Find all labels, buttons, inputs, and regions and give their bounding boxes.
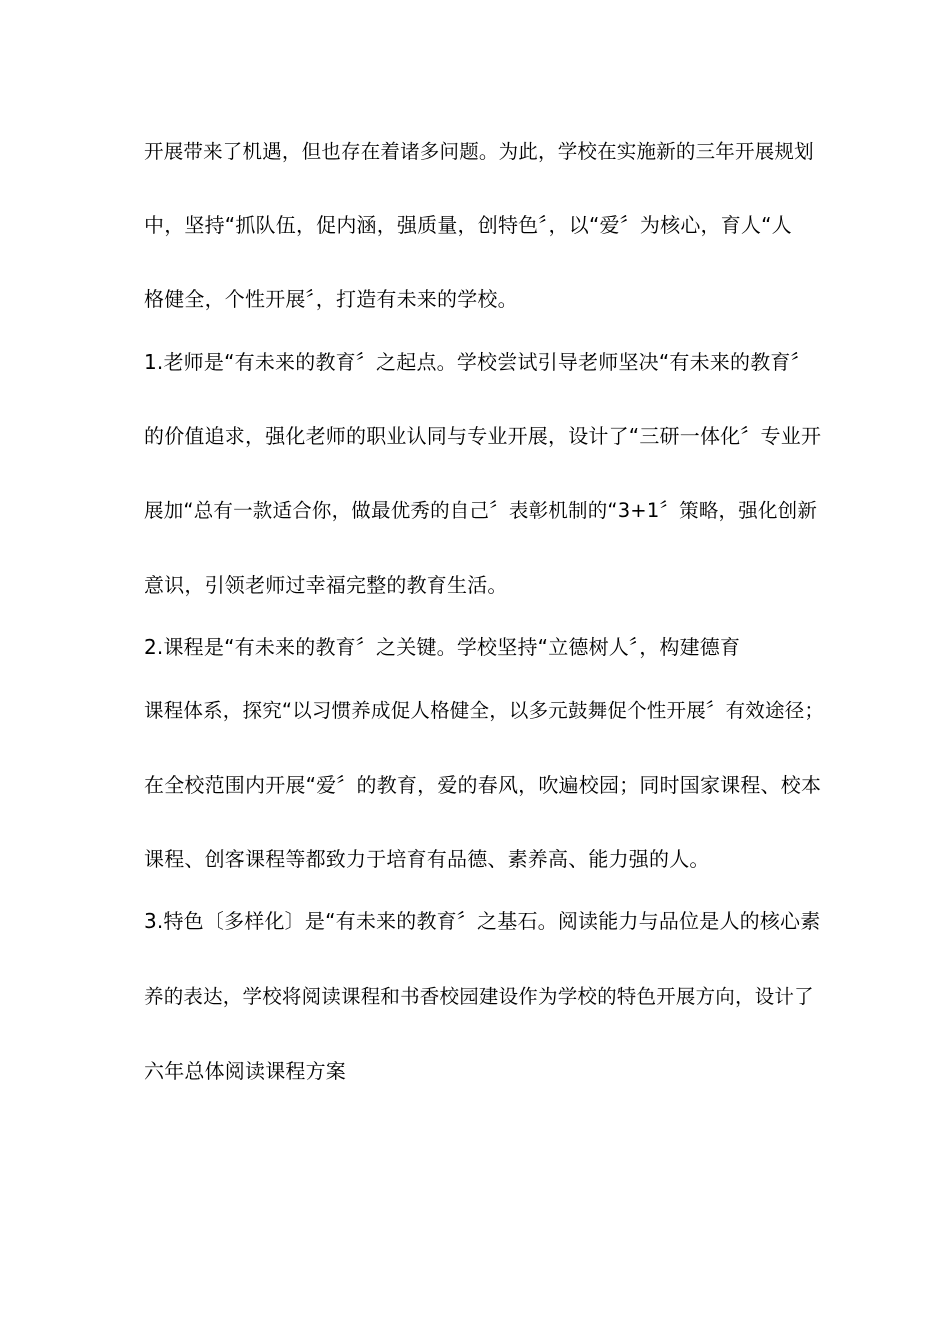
text-line: 格健全，个性开展〞，打造有未来的学校。 bbox=[144, 287, 518, 311]
text-line: 养的表达，学校将阅读课程和书香校园建设作为学校的特色开展方向，设计了 bbox=[144, 985, 814, 1008]
text-line: 3.特色〔多样化〕是“有未来的教育〞之基石。阅读能力与品位是人的核心素 bbox=[144, 909, 821, 933]
text-line: 开展带来了机遇，但也存在着诸多问题。为此，学校在实施新的三年开展规划 bbox=[144, 140, 814, 163]
text-line: 中，坚持“抓队伍，促内涵，强质量，创特色〞，以“爱〞为核心，育人“人 bbox=[144, 213, 792, 237]
text-line: 课程、创客课程等都致力于培育有品德、素养高、能力强的人。 bbox=[144, 847, 710, 871]
text-line: 2.课程是“有未来的教育〞之关键。学校坚持“立德树人〞，构建德育 bbox=[144, 635, 741, 659]
text-line: 课程体系，探究“以习惯养成促人格健全，以多元鼓舞促个性开展〞有效途径； bbox=[144, 699, 825, 722]
text-line: 在全校范围内开展“爱〞的教育，爱的春风，吹遍校园；同时国家课程、校本 bbox=[144, 773, 822, 797]
text-line: 展加“总有一款适合你，做最优秀的自己〞表彰机制的“3+1〞策略，强化创新 bbox=[144, 499, 818, 522]
text-line: 六年总体阅读课程方案 bbox=[144, 1059, 346, 1083]
text-line: 意识，引领老师过幸福完整的教育生活。 bbox=[144, 573, 508, 597]
text-line: 的价值追求，强化老师的职业认同与专业开展，设计了“三研一体化〞专业开 bbox=[144, 424, 822, 448]
text-line: 1.老师是“有未来的教育〞之起点。学校尝试引导老师坚决“有未来的教育〞 bbox=[144, 350, 811, 374]
